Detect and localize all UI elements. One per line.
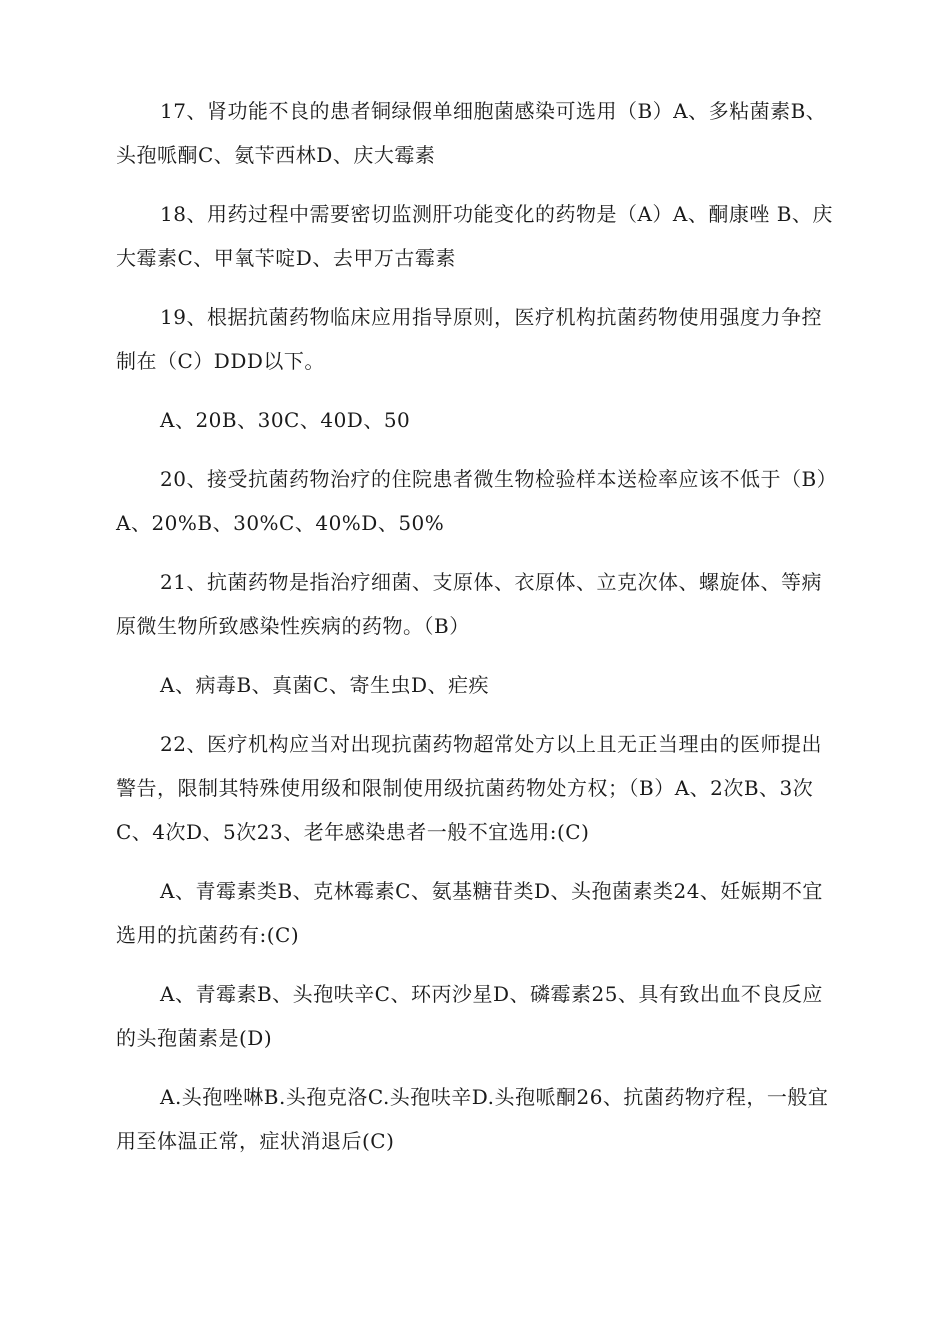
question-23-24: A、青霉素类B、克林霉素C、氨基糖苷类D、头孢菌素类24、妊娠期不宜选用的抗菌药有:(C) xyxy=(116,879,823,947)
question-17: 17、肾功能不良的患者铜绿假单细胞菌感染可选用（B）A、多粘菌素B、头孢哌酮C、氨苄西林D、庆大霉素 xyxy=(116,99,827,167)
question-25-26: A.头孢唑啉B.头孢克洛C.头孢呋辛D.头孢哌酮26、抗菌药物疗程，一般宜用至体温正常，症状消退后(C) xyxy=(116,1085,829,1153)
question-20: 20、接受抗菌药物治疗的住院患者微生物检验样本送检率应该不低于（B）A、20%B、30%C、40%D、50% xyxy=(116,467,838,535)
question-21: 21、抗菌药物是指治疗细菌、支原体、衣原体、立克次体、螺旋体、等病原微生物所致感染性疾病的药物。（B） xyxy=(116,570,822,638)
question-21-options: A、病毒B、真菌C、寄生虫D、疟疾 xyxy=(160,673,489,697)
question-19-options: A、20B、30C、40D、50 xyxy=(160,408,411,432)
question-19: 19、根据抗菌药物临床应用指导原则，医疗机构抗菌药物使用强度力争控制在（C）DDD以下。 xyxy=(116,305,822,373)
question-24-25: A、青霉素B、头孢呋辛C、环丙沙星D、磷霉素25、具有致出血不良反应的头孢菌素是(D) xyxy=(116,982,823,1050)
question-22-23: 22、医疗机构应当对出现抗菌药物超常处方以上且无正当理由的医师提出警告，限制其特殊使用级和限制使用级抗菌药物处方权；（B）A、2次B、3次C、4次D、5次23、老年感染患者一般不宜选用:(C) xyxy=(116,732,822,844)
question-18: 18、用药过程中需要密切监测肝功能变化的药物是（A）A、酮康唑 B、庆大霉素C、甲氧苄啶D、去甲万古霉素 xyxy=(116,202,833,270)
